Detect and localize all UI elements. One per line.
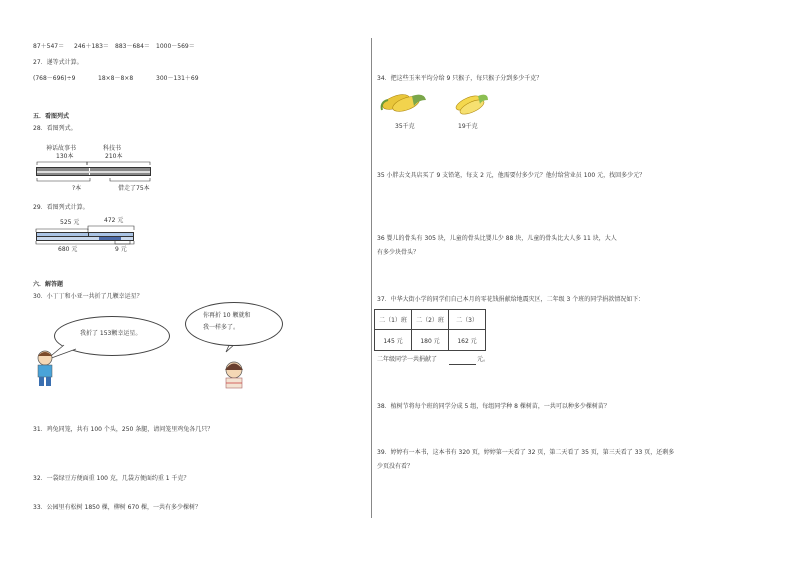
q38-text: 38．植树节将每个班的同学分成 5 组，每组同学种 8 棵树苗，一共可以种多少棵树苗？ bbox=[377, 403, 610, 410]
q37-value-cell: 180 元 bbox=[411, 329, 449, 351]
q37-title: 37．中华大街小学的同学们自己本月的零花钱捐献给地震灾区，二年级 3 个班的同学捐款情况如下： bbox=[377, 296, 645, 303]
q28-value-a: 130本 bbox=[56, 153, 74, 160]
q29-title: 29．看图列式计算。 bbox=[33, 204, 89, 211]
q28-unknown: ?本 bbox=[72, 185, 82, 192]
q29-top-a: 525 元 bbox=[60, 219, 80, 226]
bubble-right-text-2: 我一样多了。 bbox=[203, 324, 240, 331]
arith-item: 883－684＝ bbox=[115, 43, 150, 50]
boy-character-image bbox=[30, 348, 60, 388]
q34-label-a: 35千克 bbox=[395, 123, 415, 130]
q35-text: 35 小胖去文具店买了 9 支铅笔，每支 2 元，他需要付多少元？他付给营业员 100 元，找回多少元？ bbox=[377, 172, 646, 179]
q39-text-1: 39．婷婷有一本书，这本书有 320 页，婷婷第一天看了 32 页，第二天看了 35 页，第三天看了 33 页，还剩多 bbox=[377, 449, 675, 456]
bubble-left-text: 我折了 153颗幸运星。 bbox=[80, 330, 142, 337]
q37-value-cell: 145 元 bbox=[374, 329, 412, 351]
q28-label-b: 科技书 bbox=[103, 145, 122, 152]
q37-answer-blank[interactable] bbox=[449, 364, 476, 365]
column-divider bbox=[371, 38, 372, 518]
q37-footer-prefix: 二年级同学一共捐献了 bbox=[377, 356, 438, 363]
q36-text-1: 36 婴儿的骨头有 305 块，儿童的骨头比婴儿少 88 块，儿童的骨头比大人多 11 块，大人 bbox=[377, 235, 617, 242]
q32-text: 32．一袋绿豆方便面重 100 克，几袋方便面约重 1 千克？ bbox=[33, 475, 190, 482]
q37-value-cell: 162 元 bbox=[448, 329, 486, 351]
q37-header-cell: 二（1）班 bbox=[374, 309, 412, 330]
q28-label-a: 神话故事书 bbox=[46, 145, 77, 152]
arith-item: 1000－569＝ bbox=[156, 43, 195, 50]
q33-text: 33．公园里有松树 1850 棵，柳树 670 棵，一共有多少棵树？ bbox=[33, 504, 201, 511]
q29-top-b: 472 元 bbox=[104, 217, 124, 224]
q27-item: 300－131＋69 bbox=[156, 75, 199, 82]
q36-text-2: 有多少块骨头？ bbox=[377, 249, 420, 256]
q28-title: 28．看图列式。 bbox=[33, 125, 77, 132]
q31-text: 31．鸡兔同笼，共有 100 个头，250 条腿，请问笼里鸡兔各几只？ bbox=[33, 426, 214, 433]
q30-title: 30．小丁丁和小亚一共折了几颗幸运星？ bbox=[33, 293, 143, 300]
girl-character-image bbox=[219, 360, 249, 390]
q27-title: 27．递等式计算。 bbox=[33, 59, 83, 66]
q28-value-b: 210本 bbox=[105, 153, 123, 160]
q34-label-b: 19千克 bbox=[458, 123, 478, 130]
section-6-heading: 六．解答题 bbox=[33, 281, 64, 288]
arith-item: 246＋183＝ bbox=[74, 43, 109, 50]
q27-item: (768－696)÷9 bbox=[33, 75, 76, 82]
corn-image-a bbox=[378, 86, 428, 118]
section-5-heading: 五．看图列式 bbox=[33, 113, 70, 120]
q29-bottom-b: 9 元 bbox=[115, 246, 127, 253]
q34-title: 34．把这些玉米平均分给 9 只猴子，每只猴子分到多少千克？ bbox=[377, 75, 543, 82]
q37-footer-suffix: 元。 bbox=[477, 356, 490, 363]
corn-image-b bbox=[448, 88, 490, 118]
q28-note: 借走了75本 bbox=[118, 185, 150, 192]
q37-header-cell: 二（3） bbox=[448, 309, 486, 330]
q37-header-cell: 二（2）班 bbox=[411, 309, 449, 330]
q27-item: 18×8－8×8 bbox=[98, 75, 134, 82]
bubble-right-text-1: 你再折 10 颗就和 bbox=[203, 312, 251, 319]
arith-item: 87＋547＝ bbox=[33, 43, 65, 50]
q39-text-2: 少页没有看？ bbox=[377, 463, 414, 470]
q29-bottom-a: 680 元 bbox=[58, 246, 78, 253]
